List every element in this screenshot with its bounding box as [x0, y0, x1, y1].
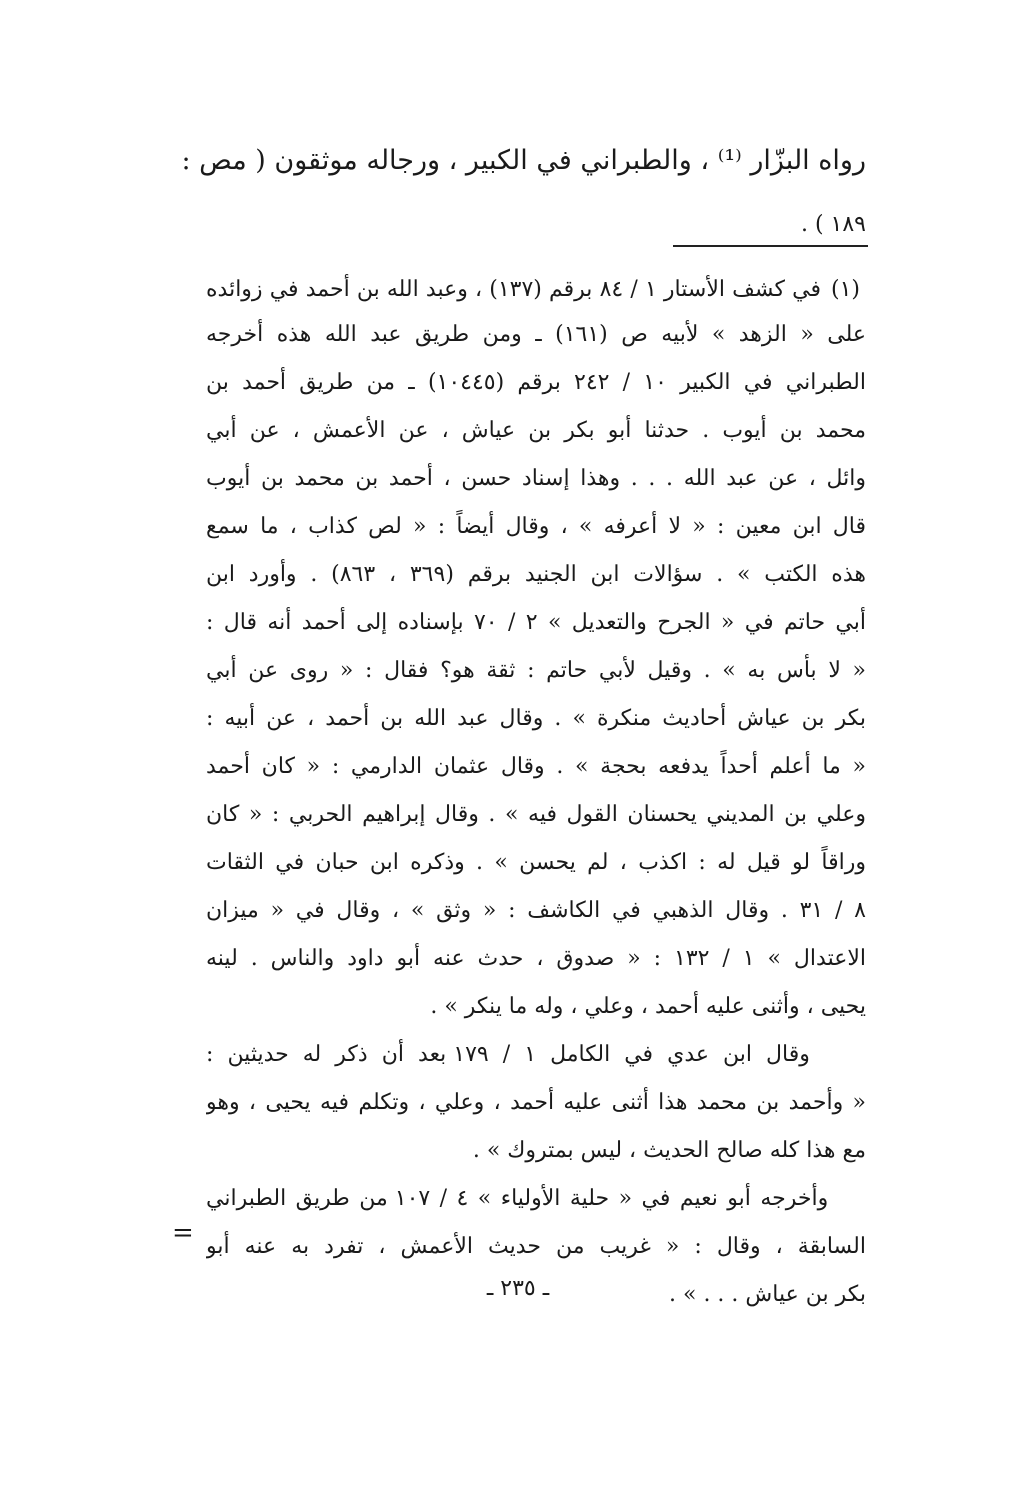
- main-text-line-1: رواه البزّار ⁽¹⁾ ، والطبراني في الكبير ، ورجاله موثقون ( مص :: [181, 145, 866, 176]
- continuation-mark: =: [172, 1218, 194, 1248]
- footnote-marker: (١): [830, 277, 860, 302]
- footnote-line: الطبراني في الكبير ١٠ / ٢٤٢ برقم (١٠٤٤٥) ـ من طريق أحمد بن: [206, 370, 866, 395]
- footnote-continuation: [206, 312, 866, 1317]
- page-number: ـ ٢٣٥ ـ: [486, 1276, 550, 1301]
- footnote-line: « ما أعلم أحداً يدفعه بحجة » . وقال عثمان الدارمي : « كان أحمد: [206, 754, 866, 779]
- footnote-line: مع هذا كله صالح الحديث ، ليس بمتروك » .: [472, 1138, 866, 1163]
- footnote-line: أبي حاتم في « الجرح والتعديل » ٢ / ٧٠ بإسناده إلى أحمد أنه قال :: [206, 610, 866, 635]
- footnote-line: ٨ / ٣١ . وقال الذهبي في الكاشف : « وثق » ، وقال في « ميزان: [206, 898, 866, 923]
- footnote-line: وأخرجه أبو نعيم في « حلية الأولياء » ٤ / ١٠٧ من طريق الطبراني: [206, 1186, 866, 1211]
- footnote-body: [206, 258, 821, 312]
- footnote-line: وراقاً لو قيل له : اكذب ، لم يحسن » . وذكره ابن حبان في الثقات: [206, 850, 866, 875]
- footnote-line: « لا بأس به » . وقيل لأبي حاتم : ثقة هو؟ فقال : « روى عن أبي: [206, 658, 866, 683]
- footnote-line: السابقة ، وقال : « غريب من حديث الأعمش ، تفرد به عنه أبو: [206, 1234, 866, 1259]
- footnote-separator: [673, 245, 868, 247]
- footnote-line: وقال ابن عدي في الكامل ١ / ١٧٩ بعد أن ذكر له حديثين :: [206, 1042, 866, 1067]
- main-text-line-2: ١٨٩ ) .: [800, 212, 866, 237]
- footnote-line: « وأحمد بن محمد هذا أثنى عليه أحمد ، وعلي ، وتكلم فيه يحيى ، وهو: [206, 1090, 866, 1115]
- footnote-line: محمد بن أيوب . حدثنا أبو بكر بن عياش ، عن الأعمش ، عن أبي: [206, 418, 866, 443]
- footnote-line: يحيى ، وأثنى عليه أحمد ، وعلي ، وله ما ينكر » .: [430, 994, 866, 1019]
- footnote-line: في كشف الأستار ١ / ٨٤ برقم (١٣٧) ، وعبد الله بن أحمد في زوائده: [206, 277, 821, 302]
- footnote-line: على « الزهد » لأبيه ص (١٦١) ـ ومن طريق عبد الله هذه أخرجه: [206, 322, 866, 347]
- footnote-line: قال ابن معين : « لا أعرفه » ، وقال أيضاً : « لص كذاب ، ما سمع: [206, 514, 866, 539]
- footnote-line: بكر بن عياش أحاديث منكرة » . وقال عبد الله بن أحمد ، عن أبيه :: [206, 706, 866, 731]
- footnote-line: الاعتدال » ١ / ١٣٢ : « صدوق ، حدث عنه أبو داود والناس . لينه: [206, 946, 866, 971]
- footnote-line: وائل ، عن عبد الله . . . وهذا إسناد حسن ، أحمد بن محمد بن أيوب: [206, 466, 866, 491]
- footnote-line: هذه الكتب » . سؤالات ابن الجنيد برقم (٣٦٩ ، ٨٦٣) . وأورد ابن: [206, 562, 866, 587]
- footnote-line: بكر بن عياش . . . » .: [669, 1282, 866, 1307]
- footnote-line: وعلي بن المديني يحسنان القول فيه » . وقال إبراهيم الحربي : « كان: [206, 802, 866, 827]
